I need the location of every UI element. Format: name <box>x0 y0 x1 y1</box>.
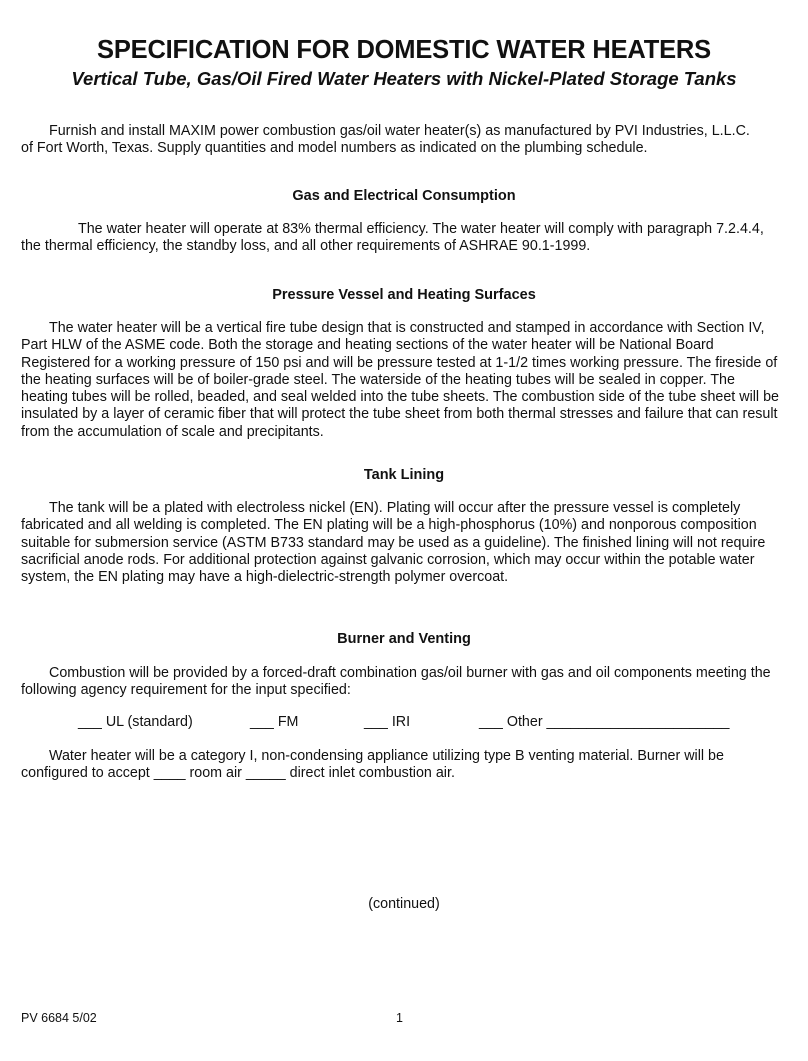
section-heading-tank-lining: Tank Lining <box>363 467 445 483</box>
gas-electrical-paragraph <box>21 221 787 256</box>
footer-page-number: 1 <box>396 1011 403 1025</box>
tank-lining-paragraph <box>21 500 787 586</box>
paragraph-line: Combustion will be provided by a forced-draft combination gas/oil burner with gas and oil components meeting the <box>49 665 771 681</box>
paragraph-line: The tank will be a plated with electroless nickel (EN). Plating will occur after the pressure vessel is completely <box>49 500 741 516</box>
paragraph-line: the heating surfaces will be of boiler-grade steel. The waterside of the heating tubes will be sealed in copper. The <box>21 371 735 388</box>
continued-note: (continued) <box>368 896 440 912</box>
paragraph-line: Part HLW of the ASME code. Both the storage and heating sections of the water heater will be National Board <box>21 337 714 354</box>
document-title: SPECIFICATION FOR DOMESTIC WATER HEATERS <box>97 36 711 64</box>
paragraph-line: fabricated and all welding is completed. The EN plating will be a high-phosphorus (10%) and nonporous composition <box>21 517 757 534</box>
paragraph-line: The water heater will operate at 83% thermal efficiency. The water heater will comply with paragraph 7.2.4.4, <box>78 221 764 237</box>
footer-doc-id: PV 6684 5/02 <box>21 1011 97 1025</box>
paragraph-line: the thermal efficiency, the standby loss, and all other requirements of ASHRAE 90.1-1999. <box>21 238 591 255</box>
combustion-paragraph <box>21 665 787 700</box>
section-heading-burner-venting: Burner and Venting <box>337 631 471 647</box>
intro-line: of Fort Worth, Texas. Supply quantities and model numbers as indicated on the plumbing schedule. <box>21 140 648 157</box>
paragraph-line: system, the EN plating may have a high-dielectric-strength polymer overcoat. <box>21 569 509 586</box>
paragraph-line: The water heater will be a vertical fire tube design that is constructed and stamped in accordance with Section IV, <box>49 320 765 336</box>
paragraph-line: heating tubes will be rolled, beaded, and seal welded into the tube sheets. The combustion side of the tube sheet will be <box>21 389 779 406</box>
section-heading-gas-electrical: Gas and Electrical Consumption <box>292 188 516 204</box>
option-fm[interactable]: ___ FM <box>250 714 299 730</box>
paragraph-line: from the accumulation of scale and precipitants. <box>21 423 324 440</box>
pressure-vessel-paragraph <box>21 320 787 441</box>
paragraph-line: Water heater will be a category I, non-condensing appliance utilizing type B venting material. Burner will be <box>49 748 724 764</box>
paragraph-line: Registered for a working pressure of 150 psi and will be pressure tested at 1-1/2 times working pressure. The fireside of <box>21 354 778 371</box>
intro-paragraph <box>21 123 787 158</box>
option-ul[interactable]: ___ UL (standard) <box>78 714 193 730</box>
paragraph-line: suitable for submersion service (ASTM B733 standard may be used as a guideline). The finished lining will not require <box>21 534 766 551</box>
section-heading-pressure-vessel: Pressure Vessel and Heating Surfaces <box>272 287 536 303</box>
paragraph-line: sacrificial anode rods. For additional protection against galvanic corrosion, which may occur within the potable water <box>21 551 755 568</box>
venting-paragraph <box>21 748 787 783</box>
option-other[interactable]: ___ Other _______________________ <box>479 714 730 730</box>
option-iri[interactable]: ___ IRI <box>364 714 411 730</box>
paragraph-line: following agency requirement for the input specified: <box>21 682 351 699</box>
paragraph-line: configured to accept ____ room air _____ direct inlet combustion air. <box>21 765 455 782</box>
paragraph-line: insulated by a layer of ceramic fiber that will protect the tube sheet from both thermal stresses and failure that can result <box>21 406 778 423</box>
intro-line: Furnish and install MAXIM power combustion gas/oil water heater(s) as manufactured by PVI Industries, L.L.C. <box>49 123 750 139</box>
document-subtitle: Vertical Tube, Gas/Oil Fired Water Heaters with Nickel-Plated Storage Tanks <box>71 68 737 89</box>
